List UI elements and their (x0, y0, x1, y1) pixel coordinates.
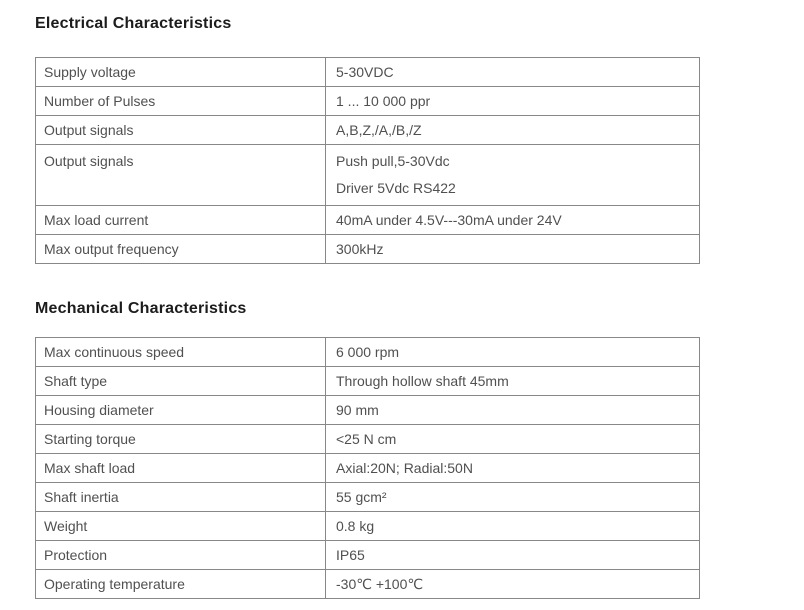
spec-label-cell: Operating temperature (36, 570, 326, 599)
spec-label-cell: Weight (36, 512, 326, 541)
table-row (36, 116, 700, 145)
spec-value-cell: Axial:20N; Radial:50N (326, 454, 700, 483)
spec-value-cell: Through hollow shaft 45mm (326, 367, 700, 396)
spec-label-cell: Shaft inertia (36, 483, 326, 512)
spec-value-cell: 0.8 kg (326, 512, 700, 541)
spec-label-cell: Max continuous speed (36, 338, 326, 367)
spec-label-cell: Number of Pulses (36, 87, 326, 116)
table-row (36, 367, 700, 396)
spec-label-cell: Shaft type (36, 367, 326, 396)
spec-value-cell: A,B,Z,/A,/B,/Z (326, 116, 700, 145)
spec-value-cell: <25 N cm (326, 425, 700, 454)
spec-label-cell: Max load current (36, 206, 326, 235)
spec-value-cell: 40mA under 4.5V---30mA under 24V (326, 206, 700, 235)
table-row (36, 425, 700, 454)
table-row (36, 483, 700, 512)
spec-label-cell: Supply voltage (36, 58, 326, 87)
spec-value-cell: 300kHz (326, 235, 700, 264)
spec-label-cell: Output signals (36, 145, 326, 206)
spec-label-cell: Housing diameter (36, 396, 326, 425)
spec-label-cell: Output signals (36, 116, 326, 145)
table-row (36, 541, 700, 570)
table-row (36, 145, 700, 206)
spec-value-cell (326, 145, 700, 206)
electrical-table (35, 57, 700, 264)
table-row (36, 512, 700, 541)
spec-value-cell: 5-30VDC (326, 58, 700, 87)
spec-label-cell: Max output frequency (36, 235, 326, 264)
table-row (36, 235, 700, 264)
spec-value-cell: IP65 (326, 541, 700, 570)
spec-label-cell: Starting torque (36, 425, 326, 454)
spec-value-cell: 90 mm (326, 396, 700, 425)
spec-label-cell: Protection (36, 541, 326, 570)
table-row (36, 396, 700, 425)
table-row (36, 570, 700, 599)
section-title-electrical: Electrical Characteristics (35, 15, 232, 32)
table-row (36, 58, 700, 87)
table-row (36, 454, 700, 483)
table-row (36, 206, 700, 235)
section-title-mechanical: Mechanical Characteristics (35, 300, 247, 317)
spec-value-cell: 1 ... 10 000 ppr (326, 87, 700, 116)
mechanical-table (35, 337, 700, 599)
table-row (36, 87, 700, 116)
spec-label-cell: Max shaft load (36, 454, 326, 483)
spec-value-cell: -30℃ +100℃ (326, 570, 700, 599)
spec-value-line: Driver 5Vdc RS422 (336, 180, 456, 196)
table-row (36, 338, 700, 367)
spec-value-cell: 6 000 rpm (326, 338, 700, 367)
spec-value-cell: 55 gcm² (326, 483, 700, 512)
spec-value-line: Push pull,5-30Vdc (336, 153, 450, 169)
